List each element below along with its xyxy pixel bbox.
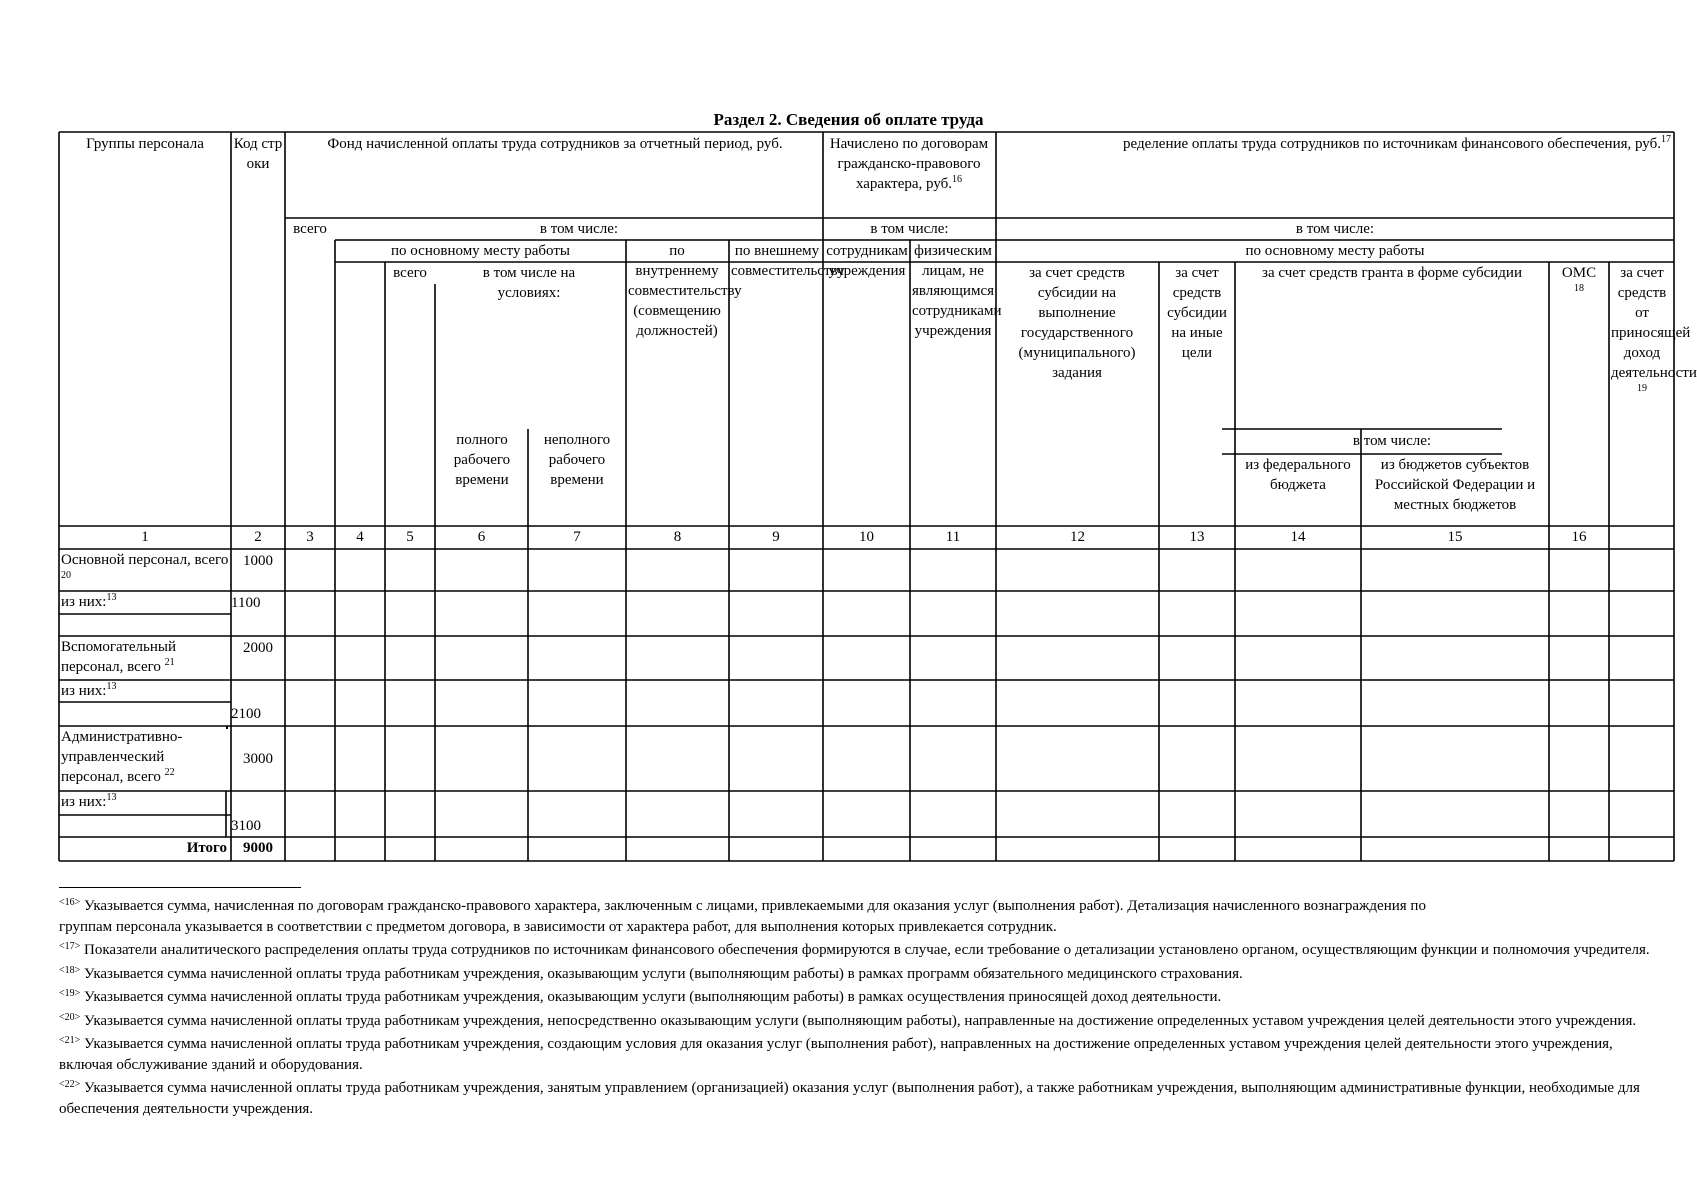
footnotes (59, 893, 1659, 1119)
conditions-label: в том числе на условиях: (482, 265, 576, 301)
federal-label: из федерального бюджета (1245, 457, 1351, 493)
oms-label: ОМС $^{18}$ (1561, 265, 1597, 294)
column-number-6: 6 (477, 529, 486, 545)
row-code-3000: 3000 (243, 751, 273, 767)
row-code-2100: 2100 (231, 706, 261, 722)
column-number-15: 15 (1447, 529, 1463, 545)
distribution-including-label: в том числе: (1295, 221, 1375, 237)
part-time-label: неполного рабочего времени (543, 432, 611, 488)
section-title: Раздел 2. Сведения об оплате труда (713, 110, 984, 129)
column-number-14: 14 (1290, 529, 1306, 545)
footnote-17: $^{<17>}$ Показатели аналитического распределения оплаты труда сотрудников по источникам финансового обеспечения формируются в случае, если требование о детализации установлено органом, осуществляющим функции и полномочия учредителя. (59, 941, 1650, 958)
column-number-11: 11 (945, 529, 961, 545)
column-number-2: 2 (254, 529, 262, 545)
column-number-8: 8 (673, 529, 682, 545)
column-number-12: 12 (1070, 529, 1085, 545)
footnote-20: $^{<20>}$ Указывается сумма начисленной оплаты труда работникам учреждения, непосредственно оказывающим услуги (выполняющим работы), направленные на достижение определенных уставом учреждения целей деятельности этого учреждения. (59, 1011, 1637, 1029)
row-code-1000: 1000 (243, 553, 273, 569)
footnote-21: $^{<21>}$ Указывается сумма начисленной оплаты труда работникам учреждения, создающим условия для оказания услуг (выполнения работ), направленных на достижение определенных уставом учреждения целей деятельности этого учреждения, включая обслуживание зданий и оборудования. (59, 1035, 1613, 1073)
grant-label: за счет средств гранта в форме субсидии (1262, 265, 1522, 281)
main-place-label: по основному месту работы (391, 243, 570, 259)
external-label: по внешнему совместительству (731, 243, 845, 279)
column-number-5: 5 (406, 529, 414, 545)
row-label-main-staff-of-which: из них:$^{13}$ (61, 592, 117, 610)
employees-label: сотрудникам учреждения (826, 243, 908, 279)
footnote-16: $^{<16>}$ Указывается сумма, начисленная по договорам гражданско-правового характера, заключенным с лицами, привлекаемыми для оказания услуг (выполнения работ). Детализация начисленного вознаграждения по группам персонала указывается в соответствии с предметом договора, в зависимости от характера работ, для выполнения которых привлекается сотрудник. (59, 897, 1426, 935)
contract-including-label: в том числе: (870, 221, 949, 237)
footnote-22: $^{<22>}$ Указывается сумма начисленной оплаты труда работникам учреждения, занятым управлением (организацией) оказания услуг (выполнения работ), а также работникам учреждения, выполняющим административные функции, необходимые для обеспечения деятельности учреждения. (59, 1079, 1640, 1117)
column-number-13: 13 (1189, 529, 1205, 545)
column-number-1: 1 (141, 529, 149, 545)
footnote-19: $^{<19>}$ Указывается сумма начисленной оплаты труда работникам учреждения, оказывающим услуги (выполняющим работы) в рамках осуществления приносящей доход деятельности. (59, 988, 1222, 1005)
grant-including-label: в том числе: (1352, 433, 1432, 449)
row-label-total: Итого (186, 840, 227, 856)
col-contract-header: Начислено по договорам гражданско-правового характера, руб.$^{16}$ (829, 136, 989, 192)
subsidy-other-label: за счет средств субсидии на иные цели (1167, 265, 1227, 361)
row-code-2000: 2000 (243, 640, 273, 656)
row-code-9000: 9000 (243, 840, 273, 856)
main-total-label: всего (393, 265, 427, 281)
fund-total-label: всего (293, 221, 327, 237)
payroll-table (59, 132, 1697, 861)
individuals-label: физическим лицам, не являющимся сотрудниками учреждения (912, 243, 1002, 339)
column-number-4: 4 (356, 529, 364, 545)
row-label-admin-staff: Административно-управленческий персонал, всего $^{22}$ (61, 729, 183, 785)
column-number-7: 7 (573, 529, 581, 545)
footnote-separator (59, 887, 301, 888)
col-groups-header: Группы персонала (86, 136, 204, 152)
regional-label: из бюджетов субъектов Российской Федерации и местных бюджетов (1374, 457, 1536, 513)
full-time-label: полного рабочего времени (453, 432, 511, 488)
column-number-10: 10 (859, 529, 874, 545)
row-code-1100: 1100 (231, 595, 261, 611)
row-label-admin-staff-of-which: из них:$^{13}$ (61, 792, 117, 810)
income-label: за счет средств от приносящей доход деятельности $^{19}$ (1611, 265, 1697, 394)
internal-label: по внутреннему совместительству (совмещению должностей) (628, 243, 742, 339)
col-fund-header: Фонд начисленной оплаты труда сотрудников за отчетный период, руб. (327, 136, 783, 152)
footnote-18: $^{<18>}$ Указывается сумма начисленной оплаты труда работникам учреждения, оказывающим услуги (выполняющим работы) в рамках программ обязательного медицинского страхования. (59, 964, 1243, 982)
col-code-header: Код строки (233, 136, 283, 172)
row-label-support-staff-of-which: из них:$^{13}$ (61, 681, 117, 699)
row-label-main-staff: Основной персонал, всего $^{20}$ (61, 552, 229, 581)
row-label-support-staff: Вспомогательный персонал, всего $^{21}$ (61, 639, 176, 675)
distribution-main-place-label: по основному месту работы (1245, 243, 1425, 259)
subsidy-task-label: за счет средств субсидии на выполнение государственного (муниципального) задания (1018, 265, 1136, 381)
row-code-3100: 3100 (231, 818, 261, 834)
column-number-16: 16 (1571, 529, 1587, 545)
col-distribution-header: ределение оплаты труда сотрудников по источникам финансового обеспечения, руб.$^{17}$ (1123, 134, 1671, 152)
column-number-3: 3 (306, 529, 314, 545)
column-number-9: 9 (772, 529, 780, 545)
fund-including-label: в том числе: (539, 221, 619, 237)
